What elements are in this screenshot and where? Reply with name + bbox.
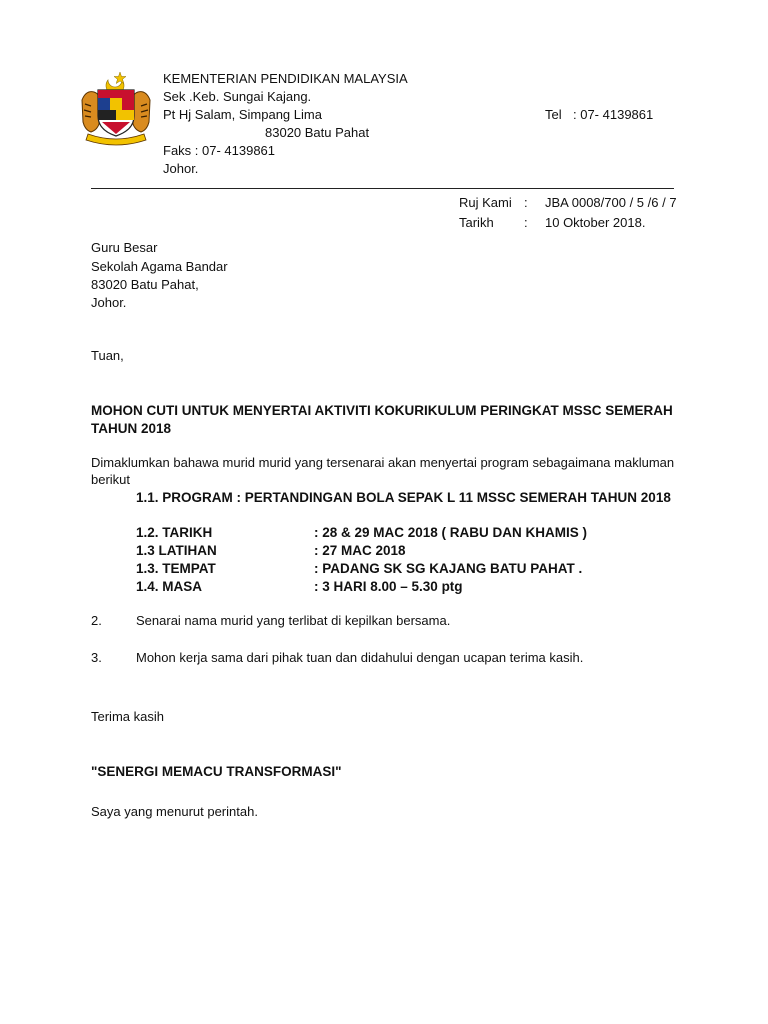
ruj-value: JBA 0008/700 / 5 /6 / 7 xyxy=(545,195,677,210)
point-number: 2. xyxy=(91,613,102,628)
school-name: Sek .Keb. Sungai Kajang. xyxy=(163,89,312,104)
recipient-line-3: 83020 Batu Pahat, xyxy=(91,277,199,292)
intro-line-1: Dimaklumkan bahawa murid murid yang tersenarai akan menyertai program sebagaimana makluman xyxy=(91,455,675,470)
recipient-line-4: Johor. xyxy=(91,295,127,310)
point-text: Mohon kerja sama dari pihak tuan dan didahului dengan ucapan terima kasih. xyxy=(136,650,584,665)
program-line: 1.1. PROGRAM : PERTANDINGAN BOLA SEPAK L 11 MSSC SEMERAH TAHUN 2018 xyxy=(136,490,671,505)
intro-line-2: berikut xyxy=(91,472,131,487)
ruj-label: Ruj Kami xyxy=(459,195,512,210)
school-postcode-city: 83020 Batu Pahat xyxy=(265,125,370,140)
tarikh-colon: : xyxy=(524,215,528,230)
school-address: Pt Hj Salam, Simpang Lima xyxy=(163,107,322,122)
tarikh-label: Tarikh xyxy=(459,215,494,230)
closing-text: Terima kasih xyxy=(91,709,164,724)
point-number: 3. xyxy=(91,650,102,665)
detail-label: 1.2. TARIKH xyxy=(136,525,213,540)
point-text: Senarai nama murid yang terlibat di kepilkan bersama. xyxy=(136,613,451,628)
tel-value: : 07- 4139861 xyxy=(573,107,654,122)
letterhead-divider xyxy=(91,188,674,189)
sign-off: Saya yang menurut perintah. xyxy=(91,804,258,819)
recipient-line-2: Sekolah Agama Bandar xyxy=(91,259,228,274)
detail-label: 1.3. TEMPAT xyxy=(136,561,216,576)
ministry-name: KEMENTERIAN PENDIDIKAN MALAYSIA xyxy=(163,71,408,86)
recipient-line-1: Guru Besar xyxy=(91,240,158,255)
tarikh-value: 10 Oktober 2018. xyxy=(545,215,646,230)
malaysia-coat-of-arms-icon xyxy=(78,70,154,146)
detail-label: 1.4. MASA xyxy=(136,579,203,594)
ruj-colon: : xyxy=(524,195,528,210)
school-state: Johor. xyxy=(163,161,199,176)
subject-line-1: MOHON CUTI UNTUK MENYERTAI AKTIVITI KOKURIKULUM PERINGKAT MSSC SEMERAH xyxy=(91,403,673,418)
salutation: Tuan, xyxy=(91,348,124,363)
motto: "SENERGI MEMACU TRANSFORMASI" xyxy=(91,764,342,779)
school-fax: Faks : 07- 4139861 xyxy=(163,143,276,158)
tel-label: Tel xyxy=(545,107,562,122)
detail-value: : 3 HARI 8.00 – 5.30 ptg xyxy=(314,579,463,594)
detail-value: : 28 & 29 MAC 2018 ( RABU DAN KHAMIS ) xyxy=(314,525,588,540)
detail-value: : 27 MAC 2018 xyxy=(314,543,406,558)
subject-line-2: TAHUN 2018 xyxy=(91,421,172,436)
detail-value: : PADANG SK SG KAJANG BATU PAHAT . xyxy=(314,561,583,576)
detail-label: 1.3 LATIHAN xyxy=(136,543,217,558)
